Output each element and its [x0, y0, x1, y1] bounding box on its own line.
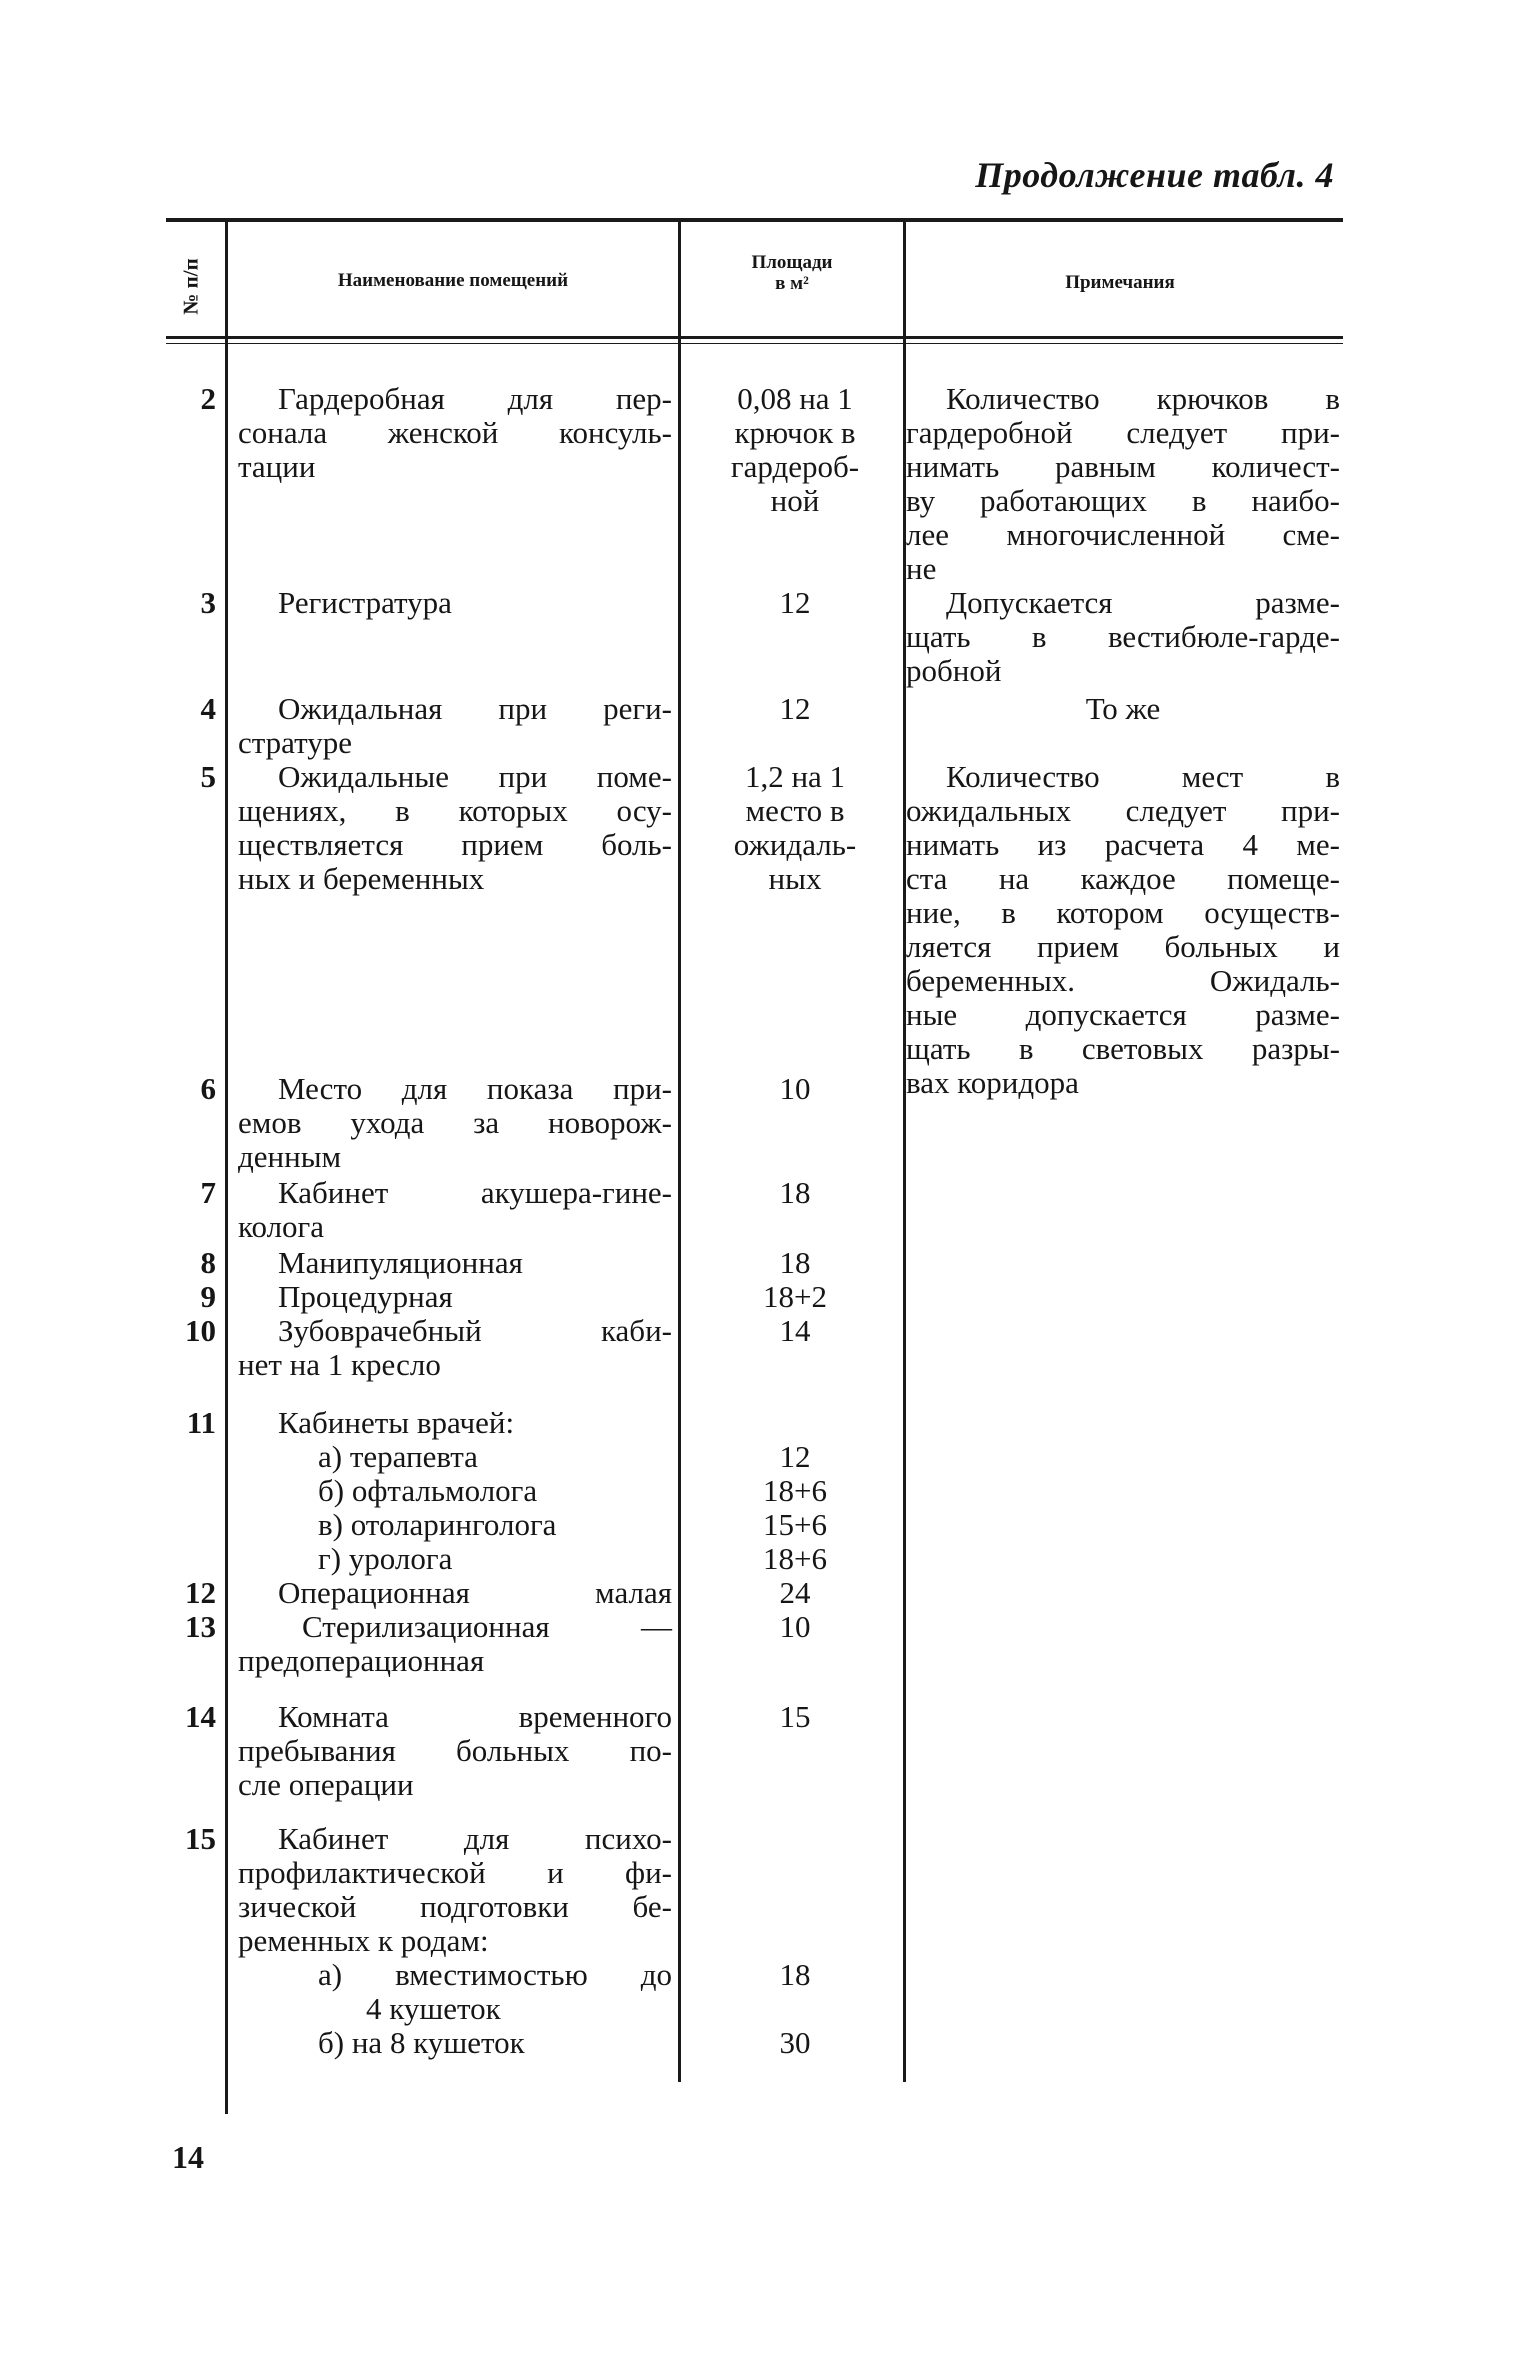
room-name: Место для показа при- емов ухода за новорож- денным — [238, 1071, 672, 1174]
row-number: 4 — [200, 691, 216, 726]
row-number: 8 — [200, 1245, 216, 1280]
header-bottom-rule-thin — [166, 343, 1343, 344]
column-divider-1 — [225, 222, 228, 2114]
row-number: 6 — [200, 1071, 216, 1106]
row-number: 5 — [200, 759, 216, 794]
room-name: Ожидальная при реги- стратуре — [238, 691, 672, 760]
row-number: 15 — [185, 1821, 216, 1856]
page-number: 14 — [172, 2139, 204, 2175]
room-area: 1,2 на 1 место в ожидаль- ных — [733, 759, 857, 896]
header-bottom-rule — [166, 336, 1343, 339]
room-name: Манипуляционная — [278, 1245, 523, 1280]
table-caption: Продолжение табл. 4 — [975, 155, 1334, 195]
room-name: Стерилизационная — предоперационная — [238, 1609, 672, 1678]
room-area: 18+2 — [763, 1279, 827, 1314]
room-note: Количество крючков в гардеробной следует при- нимать равным количест- ву работающих в наибо- лее многочисленной сме- не — [906, 381, 1340, 586]
row-number: 14 — [185, 1699, 216, 1734]
row-number: 2 — [200, 381, 216, 416]
room-area: 12 — [779, 691, 811, 726]
row-number: 7 — [200, 1175, 216, 1210]
room-name: Зубоврачебный каби- нет на 1 кресло — [238, 1313, 672, 1382]
header-notes: Примечания — [1065, 272, 1175, 293]
table-top-rule — [166, 218, 1343, 222]
room-name: Регистратура — [278, 585, 452, 620]
room-area: 0,08 на 1 крючок в гардероб- ной — [730, 381, 860, 518]
header-number: № п/п — [178, 257, 203, 315]
room-area: 12 — [779, 585, 811, 620]
room-name: Процедурная — [278, 1279, 453, 1314]
row-number: 12 — [185, 1575, 216, 1610]
room-note: Количество мест в ожидальных следует при- нимать из расчета 4 ме- ста на каждое помеще- ние, в котором осуществ- ляется прием больных и беременных. Ожидаль- ные допускается разме- щать в световых разры- вах коридора — [906, 759, 1340, 1100]
room-area: 14 — [779, 1313, 811, 1348]
room-area: 15 — [779, 1699, 811, 1734]
header-name: Наименование помещений — [337, 270, 569, 291]
room-name: Комната временного пребывания больных по- сле операции — [238, 1699, 672, 1802]
room-note: Допускается разме- щать в вестибюле-гарде- робной — [906, 585, 1340, 688]
room-name: Кабинет для психо- профилактической и фи- зической подготовки бе- ременных к родам: — [238, 1821, 672, 1958]
room-name: Кабинет акушера-гине- колога — [238, 1175, 672, 1244]
room-name: Гардеробная для пер- сонала женской консуль- тации — [238, 381, 672, 484]
room-name: Ожидальные при поме- щениях, в которых осу- ществляется прием боль- ных и беременных — [238, 759, 672, 896]
room-area: 24 — [779, 1575, 811, 1610]
room-area: 10 — [779, 1609, 811, 1644]
row-number: 3 — [200, 585, 216, 620]
room-note: То же — [1085, 691, 1161, 726]
row-number: 13 — [185, 1609, 216, 1644]
document-page: Продолжение табл. 4 № п/п Наименование помещений Площади в м² Примечания 2 Гардеробная для пер- сонала женской консуль- тации 0,08 на 1 крючок в гардероб- ной Количество крючков в гардеробной следует при- нимать равным количест- ву работающих в наибо- лее многочисленной сме- не 3 Регистратура 12 Допускается разме- щать в вестибюле-гарде- робной 4 Ожидальная при реги- стратуре 12 То же 5 Ожидальные при поме- щениях, в которых осу- ществляется прием боль- ных и беременных 1,2 на 1 место в ожидаль- ных Количество мест в ожидальных следует при- нимать из расчета 4 ме- ста на каждое помеще- ние, в котором осуществ- ляется прием больных и беременных. Ожидаль- ные допускается разме- щать в световых разры- вах коридора 6 Место для показа при- емов ухода за новорож- денным 10 7 Кабинет акушера-гине- колога 18 8 Манипуляционная 18 9 Процедурная 18+2 10 Зубоврачебный каби- нет на 1 кресло 14 11 Кабинеты врачей: а) терапевта 12 б) офтальмолога 18+6 в) отоларинголога 15+6 г) уролога 18+6 12 Операционная малая 24 13 Стерилизационная — предоперационная 10 14 Комната временного пребывания больных по- сле операции 15 15 Кабинет для психо- профилактической и фи- зической подготовки бе- ременных к родам: а) вместимостью до 18 4 кушеток б) на 8 кушеток 30 14 — [0, 0, 1524, 2362]
column-divider-2 — [678, 222, 681, 2082]
room-area: 18 — [779, 1245, 811, 1280]
row-number: 11 — [186, 1405, 216, 1440]
room-area: 18 — [779, 1175, 811, 1210]
room-area: 10 — [779, 1071, 811, 1106]
room-name: Кабинеты врачей: — [278, 1405, 515, 1440]
room-name: Операционная малая — [278, 1575, 672, 1610]
header-area: Площади в м² — [751, 252, 833, 294]
row-number: 9 — [200, 1279, 216, 1314]
row-number: 10 — [185, 1313, 216, 1348]
